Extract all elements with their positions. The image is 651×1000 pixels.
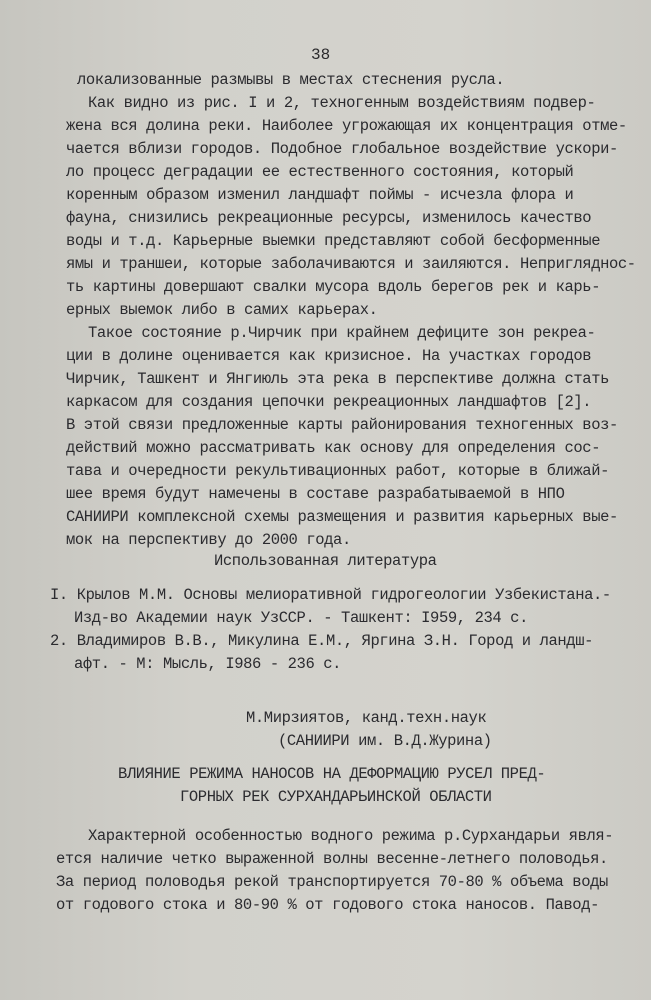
body-line: локализованные размывы в местах стеснения русла. xyxy=(77,71,505,89)
body-line: мок на перспективу до 2000 года. xyxy=(66,531,351,549)
article-title: ГОРНЫХ РЕК СУРХАНДАРЬИНСКОЙ ОБЛАСТИ xyxy=(180,788,492,806)
body-line: ется наличие четко выраженной волны весенне-летнего половодья. xyxy=(56,850,608,868)
body-line: жена вся долина реки. Наиболее угрожающая их концентрация отме- xyxy=(66,117,627,135)
affiliation-line: (САНИИРИ им. В.Д.Журина) xyxy=(278,732,492,750)
body-line: За период половодья рекой транспортируется 70-80 % объема воды xyxy=(56,873,608,891)
body-line: ть картины довершают свалки мусора вдоль берегов рек и карь- xyxy=(66,278,601,296)
body-line: чается вблизи городов. Подобное глобальное воздействие ускори- xyxy=(66,140,618,158)
article-title: ВЛИЯНИЕ РЕЖИМА НАНОСОВ НА ДЕФОРМАЦИЮ РУСЕЛ ПРЕД- xyxy=(118,765,546,783)
body-line: ерных выемок либо в самих карьерах. xyxy=(66,301,378,319)
body-line: действий можно рассматривать как основу для определения сос- xyxy=(66,439,601,457)
body-line: ции в долине оценивается как кризисное. На участках городов xyxy=(66,347,592,365)
body-line: шее время будут намечены в составе разрабатываемой в НПО xyxy=(66,485,565,503)
reference-item: I. Крылов М.М. Основы мелиоративной гидрогеологии Узбекистана.- xyxy=(50,586,611,604)
body-line: воды и т.д. Карьерные выемки представляют собой бесформенные xyxy=(66,232,601,250)
body-line: коренным образом изменил ландшафт поймы - исчезла флора и xyxy=(66,186,574,204)
body-line: Чирчик, Ташкент и Янгиюль эта река в перспективе должна стать xyxy=(66,370,609,388)
body-line: тава и очередности рекультивационных работ, которые в ближай- xyxy=(66,462,609,480)
reference-item: 2. Владимиров В.В., Микулина Е.М., Яргина З.Н. Город и ландш- xyxy=(50,632,593,650)
body-line: Как видно из рис. I и 2, техногенным воздействиям подвер- xyxy=(88,94,596,112)
body-line: В этой связи предложенные карты районирования техногенных воз- xyxy=(66,416,618,434)
body-line: ло процесс деградации ее естественного состояния, который xyxy=(66,163,574,181)
references-heading: Использованная литература xyxy=(214,552,437,570)
body-line: САНИИРИ комплексной схемы размещения и развития карьерных вые- xyxy=(66,508,618,526)
reference-item: афт. - М: Мысль, I986 - 236 с. xyxy=(74,655,342,673)
body-line: Характерной особенностью водного режима р.Сурхандарьи явля- xyxy=(88,827,614,845)
author-line: М.Мирзиятов, канд.техн.наук xyxy=(246,709,487,727)
body-line: Такое состояние р.Чирчик при крайнем дефиците зон рекреа- xyxy=(88,324,596,342)
body-line: фауна, снизились рекреационные ресурсы, изменилось качество xyxy=(66,209,592,227)
body-line: каркасом для создания цепочки рекреационных ландшафтов [2]. xyxy=(66,393,592,411)
page-number: 38 xyxy=(311,46,331,64)
reference-item: Изд-во Академии наук УзССР. - Ташкент: I959, 234 с. xyxy=(74,609,528,627)
body-line: от годового стока и 80-90 % от годового стока наносов. Павод- xyxy=(56,896,599,914)
body-line: ямы и траншеи, которые заболачиваются и заиляются. Непригляднос- xyxy=(66,255,636,273)
